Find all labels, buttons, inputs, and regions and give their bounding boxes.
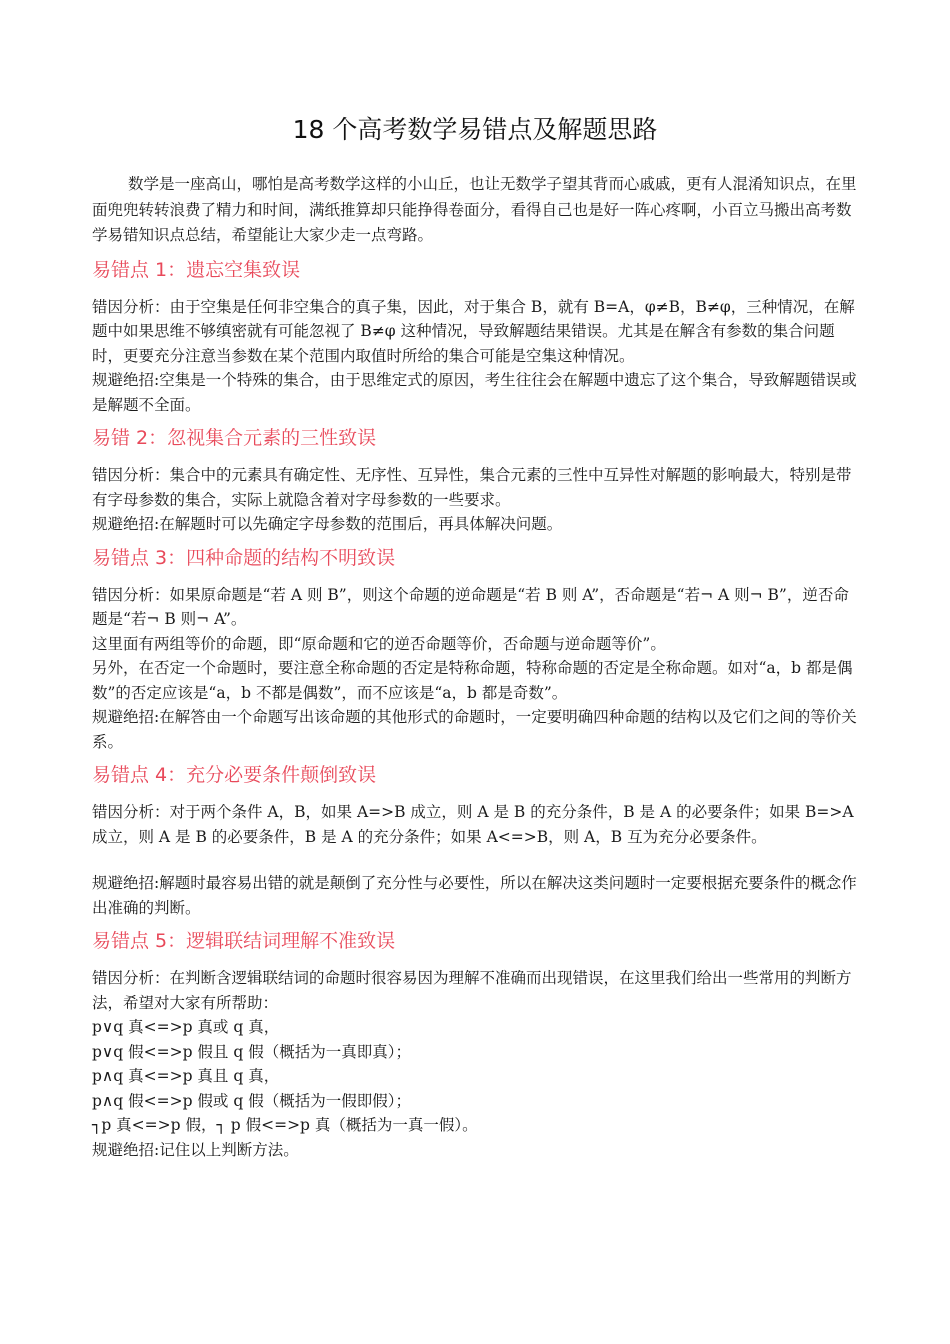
section-3 [92,543,858,755]
avoid-tip: 规避绝招:解题时最容易出错的就是颠倒了充分性与必要性，所以在解决这类问题时一定要根据充要条件的概念作出准确的判断。 [92,874,857,917]
error-analysis: 错因分析：对于两个条件 A，B，如果 A=>B 成立，则 A 是 B 的充分条件，B 是 A 的必要条件；如果 B=>A 成立，则 A 是 B 的必要条件，B 是 A 的充分条件；如果 A<=>B，则 A，B 互为充分必要条件。 [92,803,854,846]
page-title: 18 个高考数学易错点及解题思路 [292,115,658,144]
section-4 [92,760,858,920]
blank-line [92,849,858,871]
rule-line: p∨q 假<=>p 假且 q 假（概括为一真即真）； [92,1042,411,1061]
document-page [92,110,858,1162]
section-5 [92,926,858,1162]
avoid-tip: 规避绝招:在解题时可以先确定字母参数的范围后，再具体解决问题。 [92,515,563,533]
paragraph: 这里面有两组等价的命题，即“原命题和它的逆否命题等价，否命题与逆命题等价”。 [92,634,666,653]
section-1 [92,255,858,418]
error-analysis: 错因分析：集合中的元素具有确定性、无序性、互异性，集合元素的三性中互异性对解题的影响最大，特别是带有字母参数的集合，实际上就隐含着对字母参数的一些要求。 [92,466,852,509]
avoid-tip: 规避绝招:在解答由一个命题写出该命题的其他形式的命题时，一定要明确四种命题的结构以及它们之间的等价关系。 [92,708,857,751]
error-analysis: 错因分析：如果原命题是“若 A 则 B”，则这个命题的逆命题是“若 B 则 A”，否命题是“若¬ A 则¬ B”，逆否命题是“若¬ B 则¬ A”。 [92,585,849,628]
rule-line: p∧q 真<=>p 真且 q 真， [92,1067,280,1085]
section-heading: 易错点 3：四种命题的结构不明致误 [92,546,396,569]
section-heading: 易错 2：忽视集合元素的三性致误 [92,427,377,449]
avoid-tip: 规避绝招:记住以上判断方法。 [92,1140,299,1159]
error-analysis: 错因分析：在判断含逻辑联结词的命题时很容易因为理解不准确而出现错误，在这里我们给出一些常用的判断方法，希望对大家有所帮助： [92,969,852,1012]
section-heading: 易错点 1：遗忘空集致误 [92,258,301,281]
section-heading: 易错点 4：充分必要条件颠倒致误 [92,764,377,786]
rule-line: p∨q 真<=>p 真或 q 真， [92,1018,280,1036]
paragraph: 另外，在否定一个命题时，要注意全称命题的否定是特称命题，特称命题的否定是全称命题。如对“a，b 都是偶数”的否定应该是“a，b 不都是偶数”，而不应该是“a，b 都是奇数”。 [92,659,853,702]
rule-line: p∧q 假<=>p 假或 q 假（概括为一假即假）； [92,1091,411,1110]
section-2 [92,423,858,537]
rule-line: ┐p 真<=>p 假，┐ p 假<=>p 真（概括为一真一假）。 [92,1116,478,1134]
intro-paragraph: 数学是一座高山，哪怕是高考数学这样的小山丘，也让无数学子望其背而心戚戚，更有人混淆知识点，在里面兜兜转转浪费了精力和时间，满纸推算却只能挣得卷面分，看得自己也是好一阵心疼啊，小百立马搬出高考数学易错知识点总结，希望能让大家少走一点弯路。 [92,175,857,244]
error-analysis: 错因分析：由于空集是任何非空集合的真子集，因此，对于集合 B，就有 B=A，φ≠B，B≠φ，三种情况，在解题中如果思维不够缜密就有可能忽视了 B≠φ 这种情况，导致解题结果错误。尤其是在解含有参数的集合问题时，更要充分注意当参数在某个范围内取值时所给的集合可能是空集这种情况。 [92,297,855,365]
section-heading: 易错点 5：逻辑联结词理解不准致误 [92,930,396,952]
avoid-tip: 规避绝招:空集是一个特殊的集合，由于思维定式的原因，考生往往会在解题中遗忘了这个集合，导致解题错误或是解题不全面。 [92,371,857,414]
